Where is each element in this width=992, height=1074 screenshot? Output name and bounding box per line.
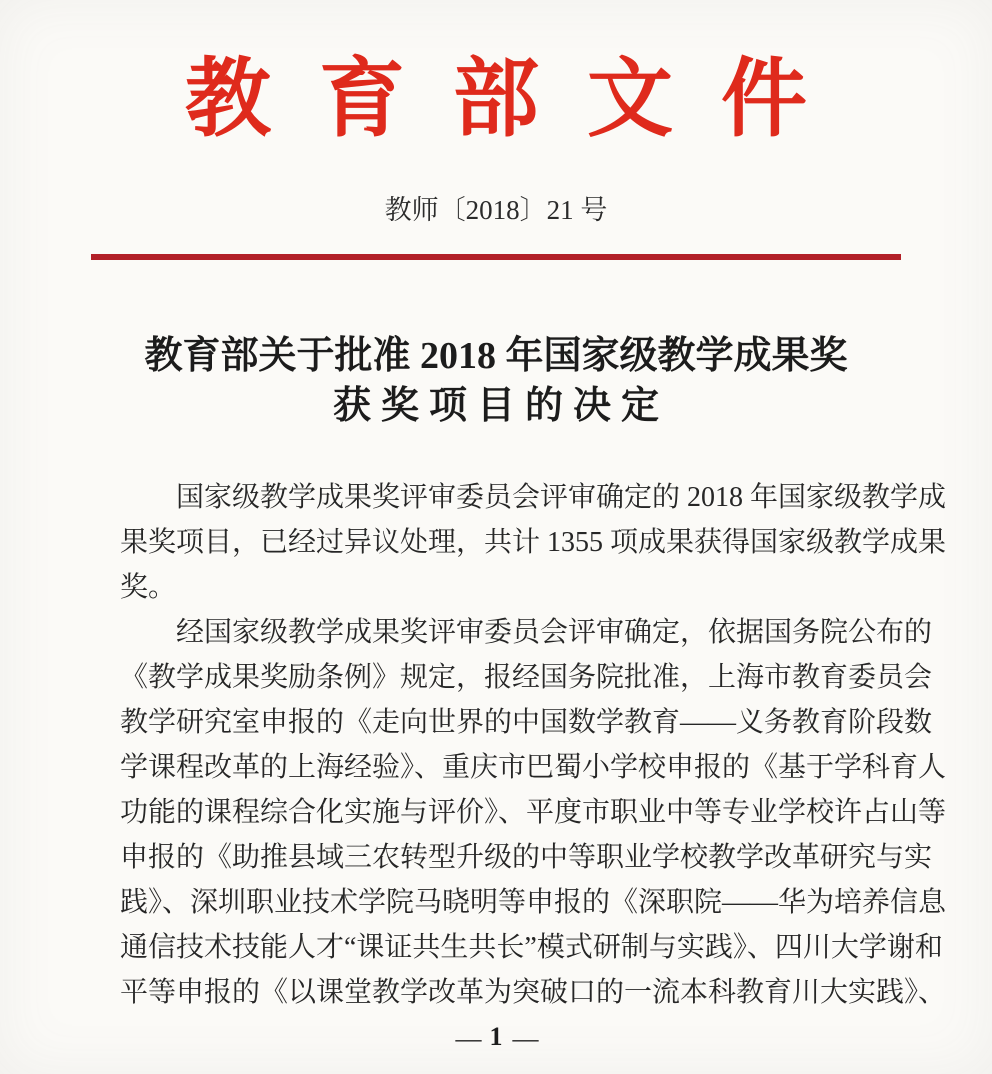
body-line: 果奖项目，已经过异议处理，共计 1355 项成果获得国家级教学成果 bbox=[120, 527, 947, 558]
page-footer bbox=[0, 1021, 992, 1055]
document-title-line-2: 获奖项目的决定 bbox=[332, 385, 669, 427]
body-line: 通信技术技能人才“课证共生共长”模式研制与实践》、四川大学谢和 bbox=[120, 932, 943, 963]
body-line: 国家级教学成果奖评审委员会评审确定的 2018 年国家级教学成 bbox=[176, 482, 947, 513]
document-title bbox=[0, 331, 992, 431]
body-line: 奖。 bbox=[120, 572, 177, 603]
body-paragraph-2 bbox=[120, 610, 947, 1015]
body-line: 践》、深圳职业技术学院马晓明等申报的《深职院——华为培养信息 bbox=[120, 887, 947, 918]
document-title-line-1: 教育部关于批准 2018 年国家级教学成果奖 bbox=[144, 335, 848, 377]
body-line: 《教学成果奖励条例》规定，报经国务院批准，上海市教育委员会 bbox=[120, 662, 933, 693]
body-line: 功能的课程综合化实施与评价》、平度市职业中等专业学校许占山等 bbox=[120, 797, 947, 828]
document-number: 教师〔2018〕21 号 bbox=[384, 195, 608, 225]
page-number: 1 bbox=[489, 1022, 503, 1051]
document-body bbox=[120, 475, 947, 1015]
body-line: 学课程改革的上海经验》、重庆市巴蜀小学校申报的《基于学科育人 bbox=[120, 752, 947, 783]
page-number-dash-left: — bbox=[455, 1024, 480, 1054]
body-paragraph-1 bbox=[120, 475, 947, 610]
body-line: 经国家级教学成果奖评审委员会评审确定，依据国务院公布的 bbox=[176, 617, 933, 648]
body-line: 教学研究室申报的《走向世界的中国数学教育——义务教育阶段数 bbox=[120, 707, 933, 738]
body-line: 平等申报的《以课堂教学改革为突破口的一流本科教育川大实践》、 bbox=[120, 977, 947, 1008]
body-line: 申报的《助推县域三农转型升级的中等职业学校教学改革研究与实 bbox=[120, 842, 933, 873]
document-header-title: 教育部文件 bbox=[185, 51, 855, 147]
red-divider-line bbox=[91, 254, 901, 260]
page-number-dash-right: — bbox=[512, 1024, 537, 1054]
